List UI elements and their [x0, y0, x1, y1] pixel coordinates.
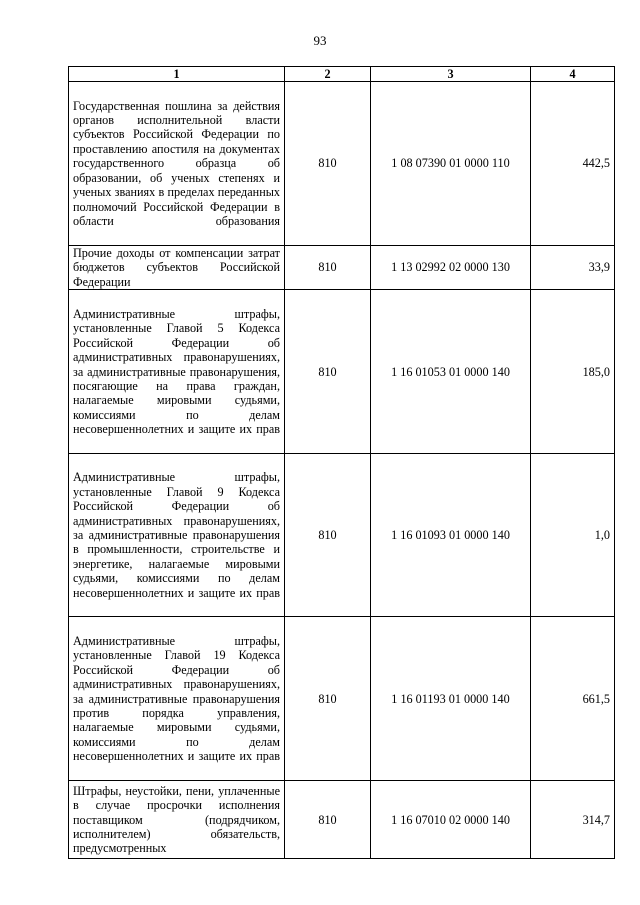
budget-classification-code: 1 08 07390 01 0000 110	[371, 82, 531, 246]
budget-classification-code: 1 16 07010 02 0000 140	[371, 781, 531, 859]
amount: 442,5	[531, 82, 615, 246]
revenue-name: Административные штрафы, установленные Главой 19 Кодекса Российской Федерации об административных правонарушениях, за административные правонарушения против порядка управления, налагаемые мировыми судьями, комиссиями по делам несовершеннолетних и защите их прав	[69, 617, 285, 781]
amount: 185,0	[531, 290, 615, 454]
column-header-amount: 4	[531, 67, 615, 82]
admin-code: 810	[285, 82, 371, 246]
budget-classification-code: 1 13 02992 02 0000 130	[371, 246, 531, 290]
admin-code: 810	[285, 617, 371, 781]
table-header-row	[69, 67, 615, 82]
column-header-name: 1	[69, 67, 285, 82]
revenue-name: Штрафы, неустойки, пени, уплаченные в случае просрочки исполнения поставщиком (подрядчиком, исполнителем) обязательств, предусмотренных	[69, 781, 285, 859]
budget-classification-code: 1 16 01193 01 0000 140	[371, 617, 531, 781]
amount: 1,0	[531, 454, 615, 617]
revenue-name: Административные штрафы, установленные Главой 5 Кодекса Российской Федерации об административных правонарушениях, за административные правонарушения, посягающие на права граждан, налагаемые мировыми судьями, комиссиями по делам несовершеннолетних и защите их прав	[69, 290, 285, 454]
revenue-name: Прочие доходы от компенсации затрат бюджетов субъектов Российской Федерации	[69, 246, 285, 290]
column-header-kbk: 3	[371, 67, 531, 82]
budget-revenue-table	[68, 66, 615, 859]
admin-code: 810	[285, 290, 371, 454]
admin-code: 810	[285, 781, 371, 859]
table-row	[69, 246, 615, 290]
revenue-name: Административные штрафы, установленные Главой 9 Кодекса Российской Федерации об административных правонарушениях, за административные правонарушения в промышленности, строительстве и энергетике, налагаемые мировыми судьями, комиссиями по делам несовершеннолетних и защите их прав	[69, 454, 285, 617]
page-number: 93	[313, 33, 327, 48]
table-row	[69, 781, 615, 859]
column-header-admin-code: 2	[285, 67, 371, 82]
amount: 661,5	[531, 617, 615, 781]
table-row	[69, 82, 615, 246]
budget-classification-code: 1 16 01053 01 0000 140	[371, 290, 531, 454]
admin-code: 810	[285, 246, 371, 290]
table-row	[69, 617, 615, 781]
revenue-name: Государственная пошлина за действия органов исполнительной власти субъектов Российской Федерации по проставлению апостиля на документах государственного образца об образовании, об ученых степенях и ученых званиях в пределах переданных полномочий Российской Федерации в области образования	[69, 82, 285, 246]
table-row	[69, 290, 615, 454]
budget-classification-code: 1 16 01093 01 0000 140	[371, 454, 531, 617]
amount: 314,7	[531, 781, 615, 859]
admin-code: 810	[285, 454, 371, 617]
amount: 33,9	[531, 246, 615, 290]
table-row	[69, 454, 615, 617]
